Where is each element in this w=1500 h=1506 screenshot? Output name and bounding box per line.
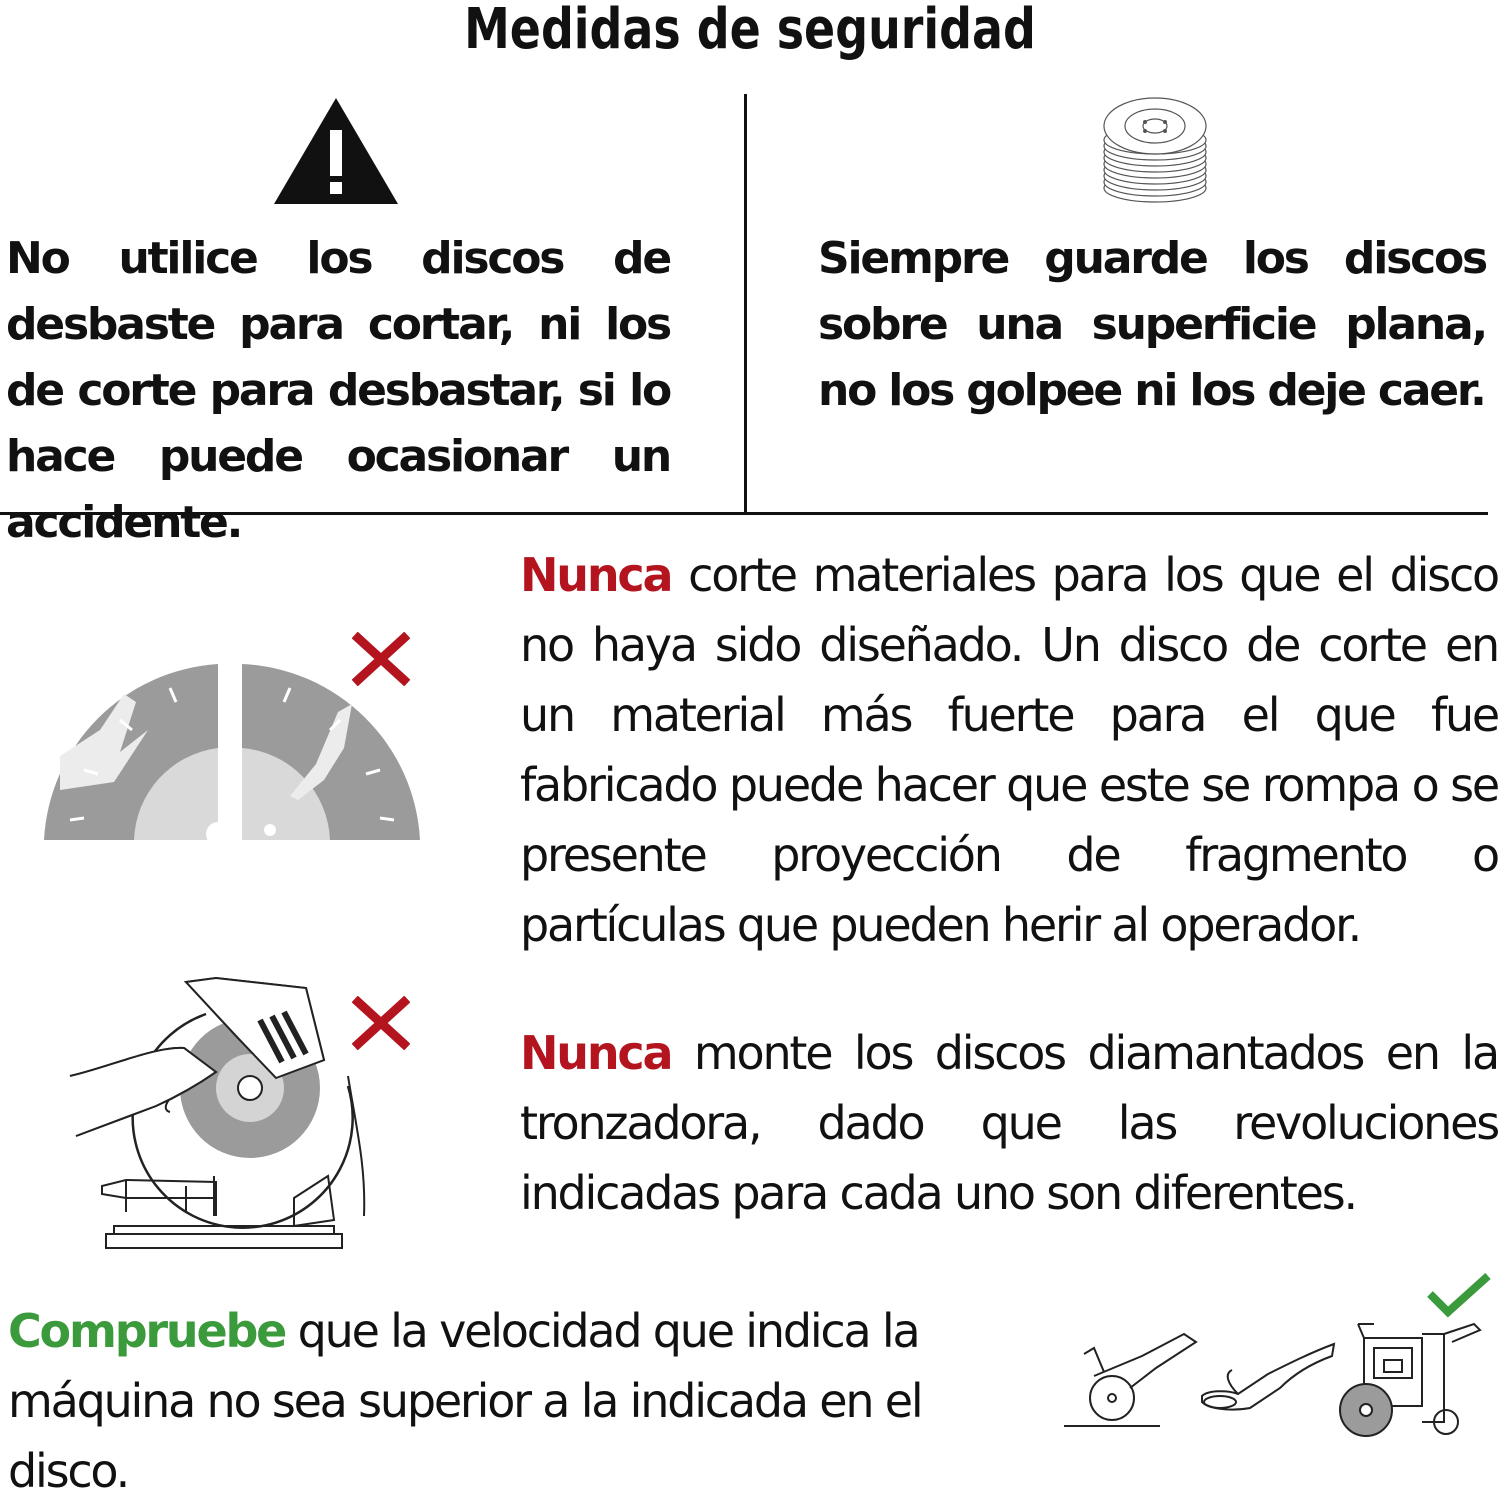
chop-saw-body: monte los discos diamantados en la tronzadora, dado que las revoluciones indicadas para cada uno son diferentes. bbox=[520, 1026, 1498, 1220]
never-emphasis: Nunca bbox=[520, 1026, 672, 1080]
materials-body: corte materiales para los que el disco no haya sido diseñado. Un disco de corte en un material más fuerte para el que fue fabricado puede hacer que este se rompa o se presente proyección de fragmento o partículas que pueden herir al operador. bbox=[520, 548, 1498, 952]
grinding-warning-text: No utilice los discos de desbaste para cortar, ni los de corte para desbastar, si lo hace puede ocasionar un accidente. bbox=[6, 233, 670, 548]
chop-saw-icon bbox=[66, 976, 372, 1260]
warning-triangle-icon bbox=[272, 96, 400, 206]
speed-text bbox=[8, 1296, 1048, 1506]
red-x-icon bbox=[352, 996, 410, 1050]
storage-text: Siempre guarde los discos sobre una superficie plana, no los golpee ni los deje caer. bbox=[818, 233, 1486, 416]
speed-body: que la velocidad que indica la máquina no sea superior a la indicada en el disco. bbox=[8, 1304, 922, 1498]
angle-grinder-icon bbox=[1064, 1328, 1204, 1428]
angle-grinder-icon bbox=[1198, 1334, 1338, 1414]
page-title: Medidas de seguridad bbox=[464, 0, 1036, 62]
materials-text bbox=[520, 540, 1498, 960]
never-emphasis: Nunca bbox=[520, 548, 672, 602]
green-check-icon bbox=[1424, 1270, 1494, 1320]
concrete-saw-icon bbox=[1334, 1318, 1484, 1438]
disc-stack-icon bbox=[1100, 94, 1210, 206]
chop-saw-text bbox=[520, 1018, 1498, 1228]
vertical-divider bbox=[744, 94, 747, 512]
broken-blade-icon bbox=[40, 660, 424, 846]
check-emphasis: Compruebe bbox=[8, 1304, 286, 1358]
red-x-icon bbox=[352, 632, 410, 686]
